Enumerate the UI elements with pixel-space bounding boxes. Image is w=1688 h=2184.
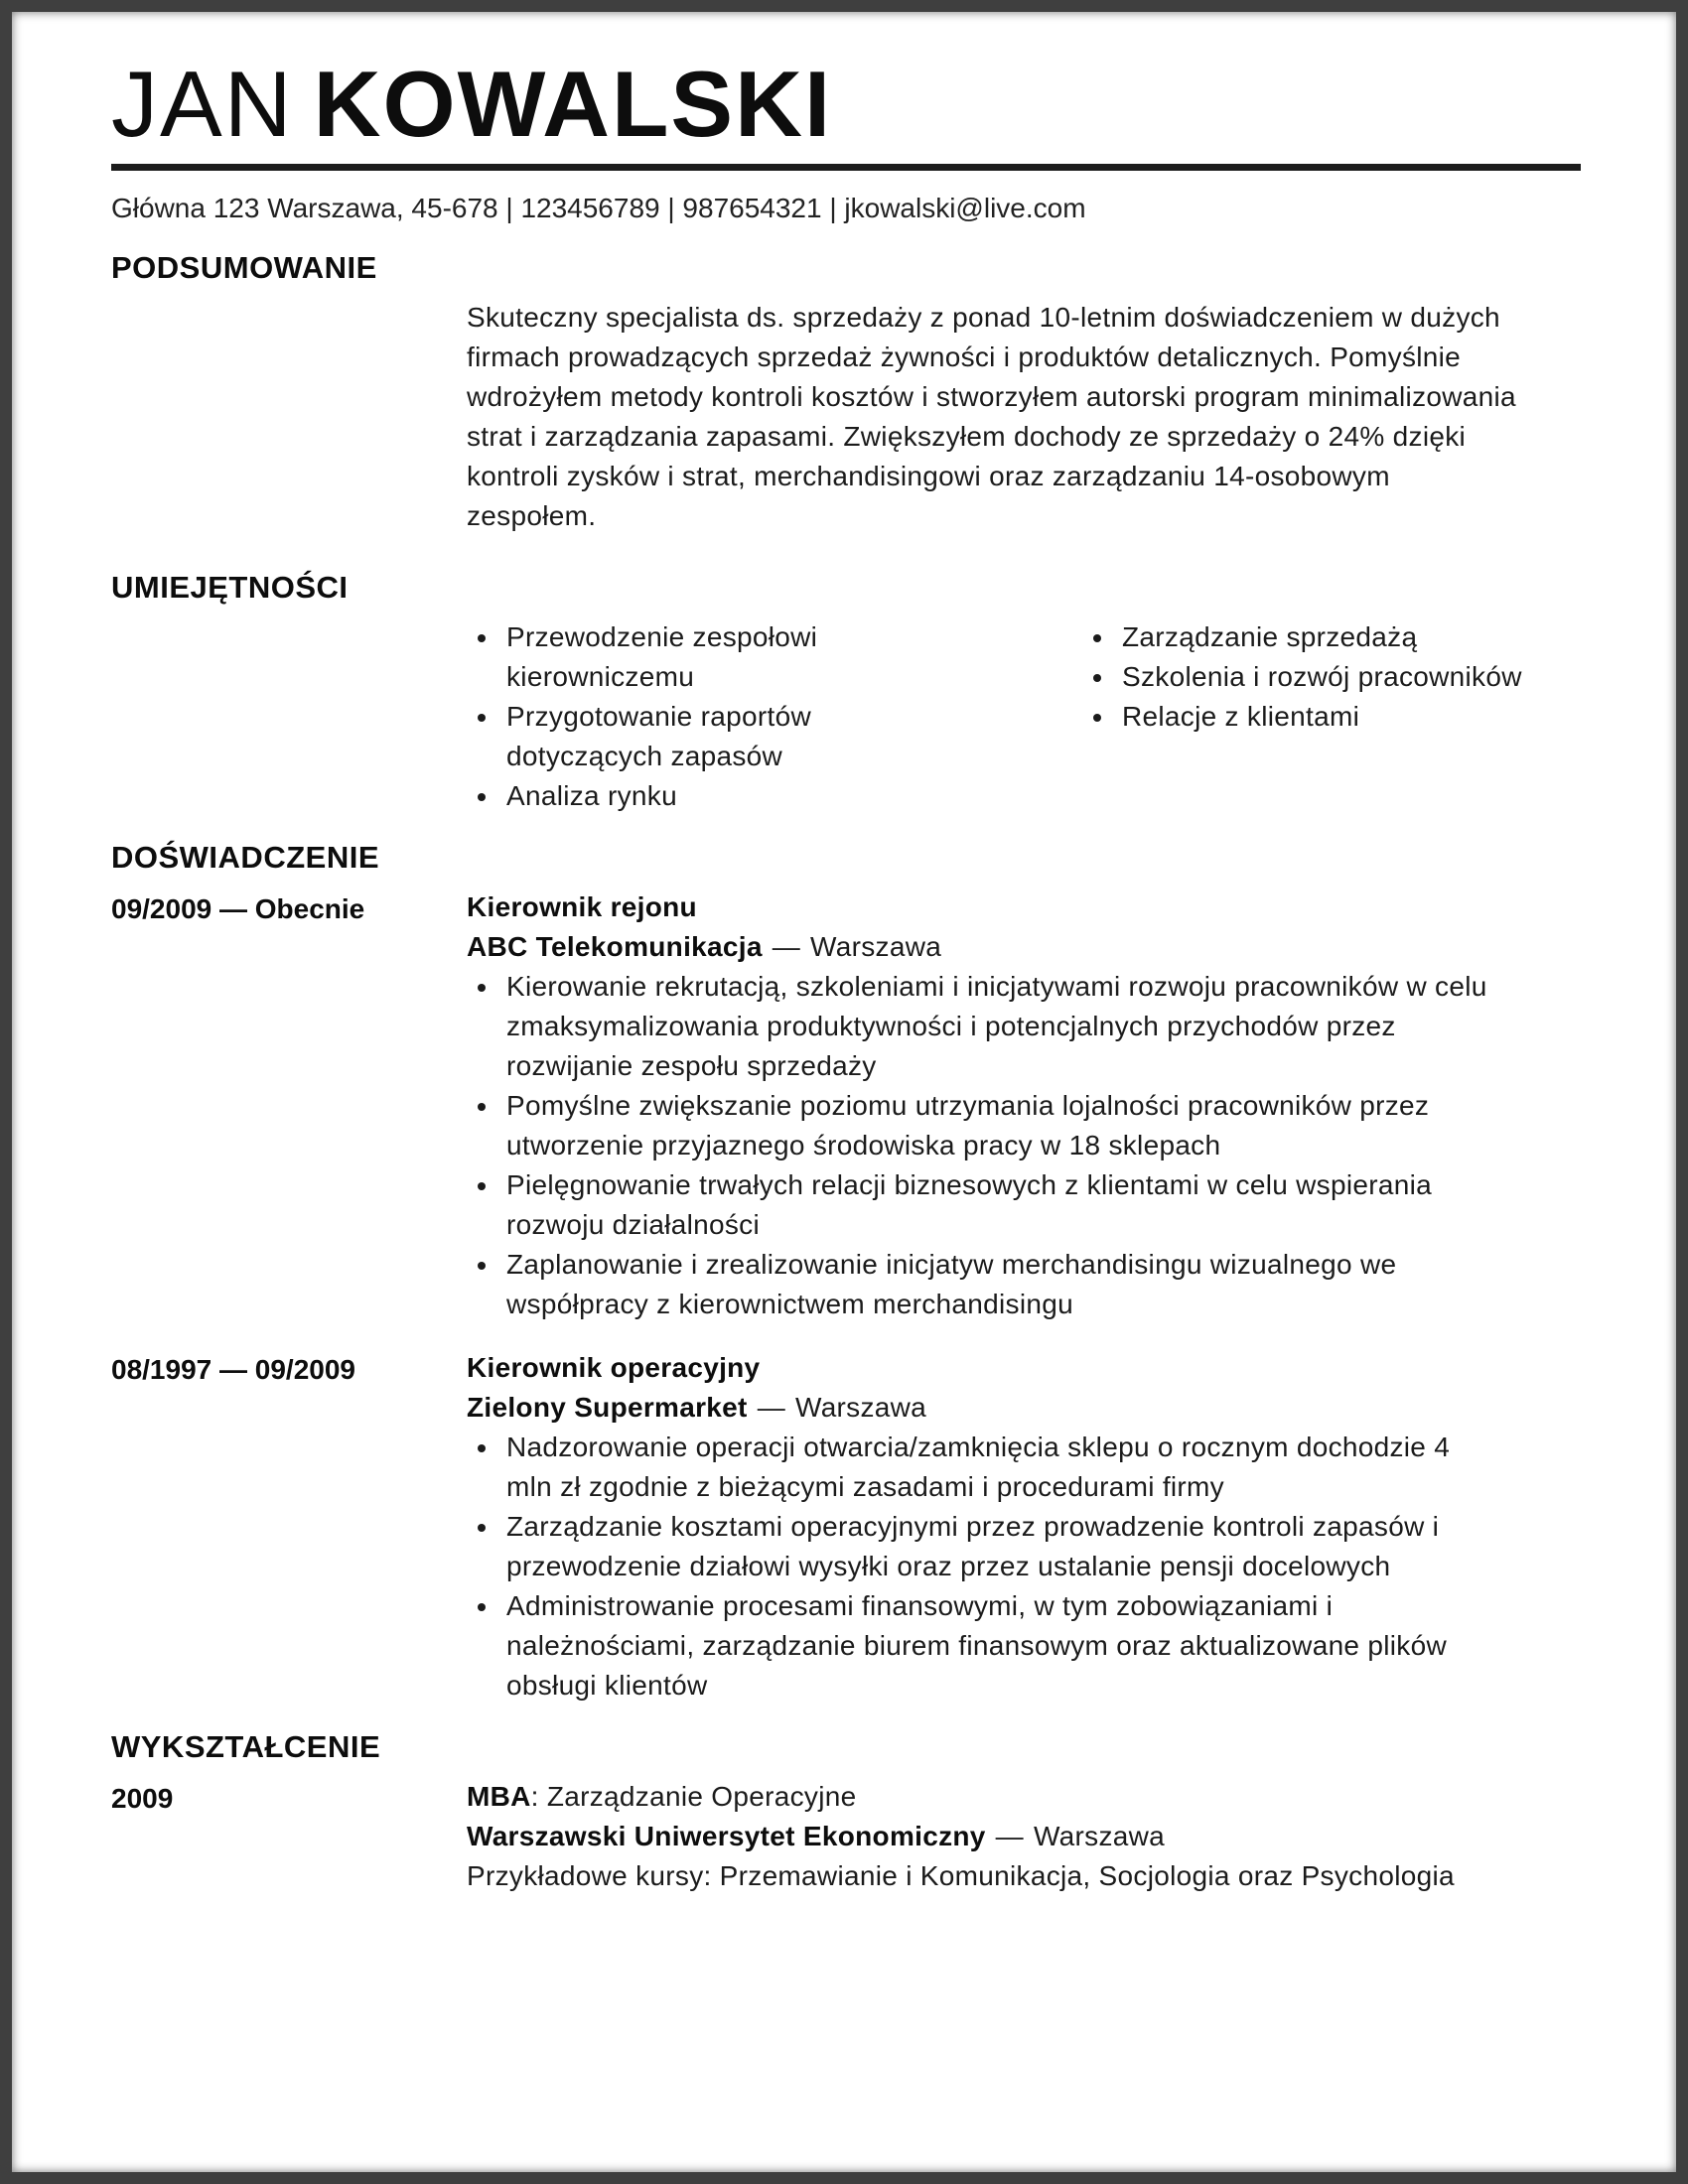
dash-separator: —: [995, 1820, 1024, 1851]
education-details: [467, 1777, 1577, 1896]
job-company-line: [467, 1388, 1577, 1428]
education-school: Warszawski Uniwersytet Ekonomiczny: [467, 1820, 986, 1851]
job-company: ABC Telekomunikacja: [467, 930, 763, 962]
summary-row: [111, 298, 1577, 546]
job-bullet: • Nadzorowanie operacji otwarcia/zamknięcia sklepu o rocznym dochodzie 4 mln zł zgodnie z bieżącymi zasadami i procedurami firmy: [500, 1428, 1499, 1507]
job-details: [467, 887, 1577, 1324]
job-company: Zielony Supermarket: [467, 1391, 748, 1423]
page-title: [111, 52, 1577, 156]
section-heading-experience: DOŚWIADCZENIE: [111, 839, 379, 875]
skill-item: • Przewodzenie zespołowi kierowniczemu: [500, 617, 844, 697]
job-bullet-list: [467, 1428, 1577, 1706]
last-name: KOWALSKI: [313, 52, 833, 156]
job-bullet: • Kierowanie rekrutacją, szkoleniami i inicjatywami rozwoju pracowników w celu zmaksymalizowania produktywności i potencjalnych przychodów przez rozwijanie zespołu sprzedaży: [500, 967, 1499, 1086]
job-title: Kierownik operacyjny: [467, 1351, 761, 1383]
skills-list-left: [467, 617, 1017, 816]
education-degree: MBA: [467, 1780, 531, 1812]
education-row: [111, 1777, 1577, 1896]
skills-list-right: [1082, 617, 1522, 816]
education-degree-line: [467, 1777, 1489, 1817]
job-location: Warszawa: [795, 1391, 927, 1423]
education-courses: Przykładowe kursy: Przemawianie i Komunikacja, Socjologia oraz Psychologia: [467, 1859, 1455, 1891]
job-entry: [111, 887, 1577, 1324]
skill-item: • Relacje z klientami: [1116, 697, 1522, 737]
education-degree-field: : Zarządzanie Operacyjne: [530, 1780, 857, 1812]
job-details: [467, 1348, 1577, 1706]
section-heading-summary: PODSUMOWANIE: [111, 249, 377, 285]
skill-item: • Szkolenia i rozwój pracowników: [1116, 657, 1522, 697]
dash-separator: —: [757, 1391, 785, 1423]
job-bullet-list: [467, 967, 1577, 1324]
job-bullet: • Pomyślne zwiększanie poziomu utrzymania lojalności pracowników przez utworzenie przyjaznego środowiska pracy w 18 sklepach: [500, 1086, 1499, 1165]
skills-row: [111, 617, 1577, 816]
job-location: Warszawa: [810, 930, 942, 962]
section-heading-education: WYKSZTAŁCENIE: [111, 1728, 381, 1764]
job-company-line: [467, 927, 1577, 967]
first-name: JAN: [111, 52, 294, 156]
skill-item: • Analiza rynku: [500, 776, 844, 816]
job-bullet: • Zaplanowanie i zrealizowanie inicjatyw merchandisingu wizualnego we współpracy z kierownictwem merchandisingu: [500, 1245, 1499, 1324]
education-year: 2009: [111, 1782, 174, 1814]
job-entry: [111, 1348, 1577, 1706]
header-divider: [111, 164, 1581, 171]
job-bullet: • Zarządzanie kosztami operacyjnymi przez prowadzenie kontroli zapasów i przewodzenie działowi wysyłki oraz przez ustalanie pensji docelowych: [500, 1507, 1499, 1586]
skills-columns: [467, 617, 1577, 816]
summary-label-spacer: [111, 298, 467, 300]
job-bullet: • Pielęgnowanie trwałych relacji biznesowych z klientami w celu wspierania rozwoju działalności: [500, 1165, 1499, 1245]
dash-separator: —: [772, 930, 801, 962]
education-location: Warszawa: [1033, 1820, 1166, 1851]
job-dates: 08/1997 — 09/2009: [111, 1353, 355, 1385]
skill-item: • Przygotowanie raportów dotyczących zapasów: [500, 697, 844, 776]
job-dates: 09/2009 — Obecnie: [111, 892, 365, 924]
contact-line: Główna 123 Warszawa, 45-678 | 123456789 | 987654321 | jkowalski@live.com: [111, 192, 1086, 223]
section-heading-skills: UMIEJĘTNOŚCI: [111, 569, 349, 605]
summary-text: Skuteczny specjalista ds. sprzedaży z ponad 10-letnim doświadczeniem w dużych firmach prowadzących sprzedaż żywności i produktów detalicznych. Pomyślnie wdrożyłem metody kontroli kosztów i stworzyłem autorski program minimalizowania strat i zarządzania zapasami. Zwiększyłem dochody ze sprzedaży o 24% dzięki kontroli zysków i strat, merchandisingowi oraz zarządzaniu 14-osobowym zespołem.: [467, 301, 1516, 531]
skill-item: • Zarządzanie sprzedażą: [1116, 617, 1522, 657]
education-school-line: [467, 1817, 1489, 1856]
job-title: Kierownik rejonu: [467, 890, 697, 922]
job-bullet: • Administrowanie procesami finansowymi, w tym zobowiązaniami i należnościami, zarządzanie biurem finansowym oraz aktualizowane plików obsługi klientów: [500, 1586, 1499, 1706]
skills-label-spacer: [111, 617, 467, 619]
